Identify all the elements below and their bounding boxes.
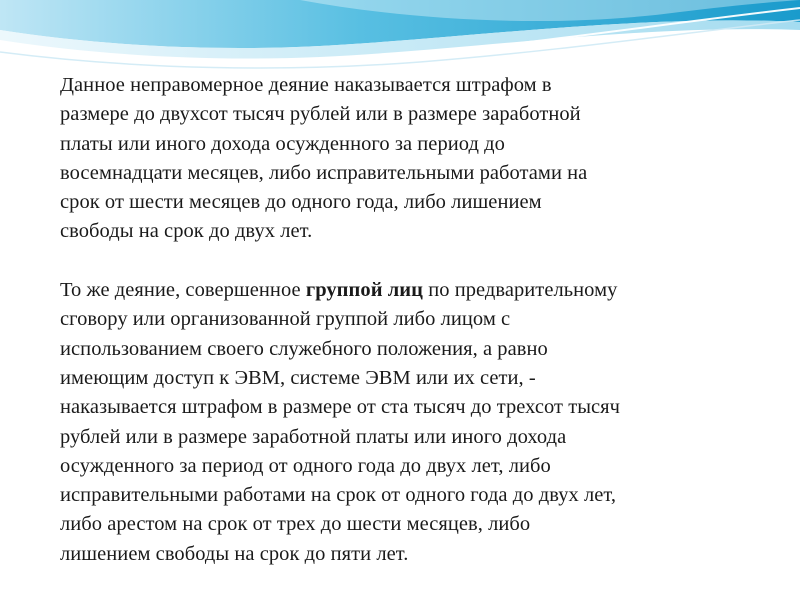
slide-content — [60, 71, 750, 569]
text-line: Данное неправомерное деяние наказывается штрафом в — [60, 74, 552, 96]
text-line: использованием своего служебного положения, а равно — [60, 337, 548, 360]
text-line: восемнадцати месяцев, либо исправительными работами на — [60, 161, 588, 184]
penalty-paragraph-1 — [60, 71, 750, 247]
text-line: размере до двухсот тысяч рублей или в размере заработной — [60, 103, 581, 126]
text-line: срок от шести месяцев до одного года, либо лишением — [60, 191, 542, 214]
text-line: исправительными работами на срок от одного года до двух лет, — [60, 484, 617, 507]
text-line: имеющим доступ к ЭВМ, системе ЭВМ или их сети, - — [60, 366, 536, 389]
paragraph-spacer — [60, 247, 750, 276]
penalty-paragraph-2 — [60, 276, 750, 569]
text-line: наказывается штрафом в размере от ста тысяч до трехсот тысяч — [60, 396, 621, 419]
text-line: осужденного за период от одного года до двух лет, либо — [60, 454, 551, 477]
text-line-with-emphasis — [60, 276, 750, 305]
decorative-wave-header — [0, 0, 800, 80]
bold-term-group-of-persons: группой лиц — [305, 279, 424, 302]
text-fragment: по предварительному — [423, 279, 618, 302]
text-line: свободы на срок до двух лет. — [60, 220, 313, 243]
text-line: сговору или организованной группой либо лицом с — [60, 308, 511, 331]
text-line: лишением свободы на срок до пяти лет. — [60, 542, 409, 565]
text-line: рублей или в размере заработной платы или иного дохода — [60, 425, 567, 448]
text-line: платы или иного дохода осужденного за период до — [60, 132, 505, 155]
text-line: либо арестом на срок от трех до шести месяцев, либо — [60, 513, 531, 536]
wave-graphic — [0, 0, 800, 80]
text-fragment: То же деяние, совершенное — [60, 279, 306, 302]
